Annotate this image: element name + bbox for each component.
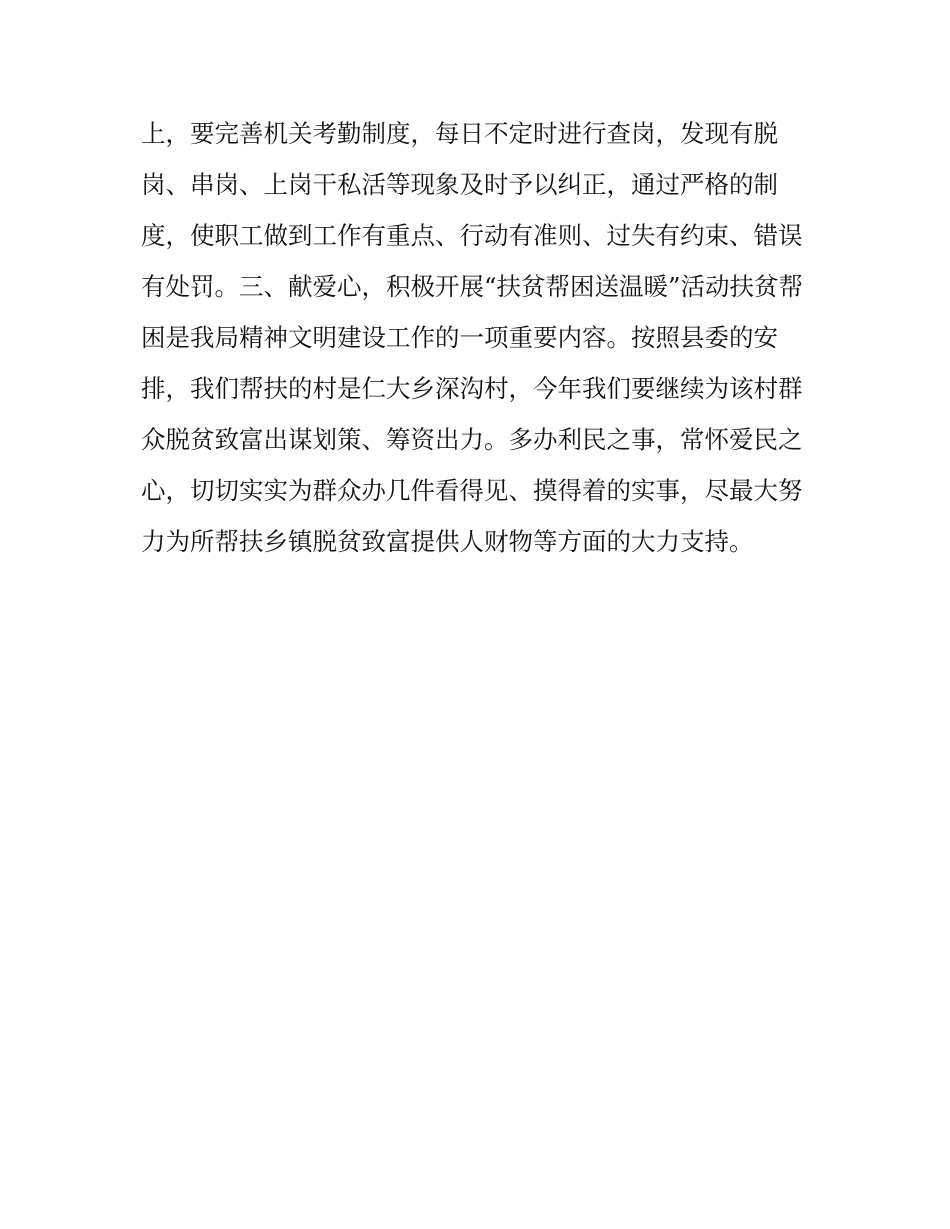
- paragraph-line: 排，我们帮扶的村是仁大乡深沟村，今年我们要继续为该村群: [141, 374, 803, 403]
- paragraph-line: 度，使职工做到工作有重点、行动有准则、过失有约束、错误: [141, 221, 803, 250]
- paragraph-line: 心，切切实实为群众办几件看得见、摸得着的实事，尽最大努: [141, 476, 803, 505]
- paragraph-line: 上，要完善机关考勤制度，每日不定时进行查岗，发现有脱: [141, 119, 778, 148]
- body-paragraph: [141, 108, 831, 567]
- paragraph-line: 力为所帮扶乡镇脱贫致富提供人财物等方面的大力支持。: [141, 527, 754, 556]
- paragraph-line: 岗、串岗、上岗干私活等现象及时予以纠正，通过严格的制: [141, 170, 778, 199]
- paragraph-line: 有处罚。三、献爱心，积极开展“扶贫帮困送温暖”活动扶贫帮: [141, 272, 804, 301]
- paragraph-line: 众脱贫致富出谋划策、筹资出力。多办利民之事，常怀爱民之: [141, 425, 803, 454]
- paragraph-line: 困是我局精神文明建设工作的一项重要内容。按照县委的安: [141, 323, 778, 352]
